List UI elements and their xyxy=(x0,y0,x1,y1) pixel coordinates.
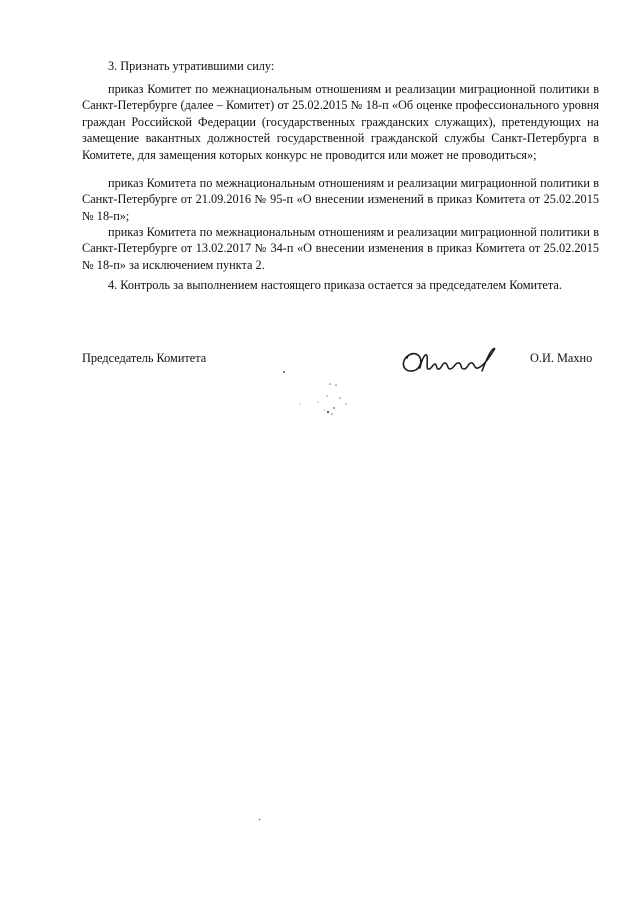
paragraph-order-95p: приказ Комитета по межнациональным отношениям и реализации миграционной политики в Санкт-Петербурге от 21.09.2016 № 95-п «О внесении изменений в приказ Комитета от 25.02.2015 № 18-п»; xyxy=(82,176,599,223)
paragraph-order-18p: приказ Комитет по межнациональным отношениям и реализации миграционной политики в Санкт-Петербурге (далее – Комитет) от 25.02.2015 № 18-п «Об оценке профессионального уровня граждан Российской Федерации (государственных гражданских служащих), претендующих на замещение вакантных должностей государственной гражданской службы Санкт-Петербурга в Комитете, для замещения которых конкурс не проводится или может не проводиться»; xyxy=(82,82,599,162)
faint-stamp-marks xyxy=(280,368,360,420)
stray-dot xyxy=(258,818,261,821)
section-4-control: 4. Контроль за выполнением настоящего приказа остается за председателем Комитета. xyxy=(108,278,562,292)
signatory-name: О.И. Махно xyxy=(530,351,593,365)
section-3-heading: 3. Признать утратившими силу: xyxy=(108,59,275,73)
handwritten-signature xyxy=(398,344,502,378)
paragraph-order-34p: приказ Комитета по межнациональным отношениям и реализации миграционной политики в Санкт-Петербурге от 13.02.2017 № 34-п «О внесении изменения в приказ Комитета от 25.02.2015 № 18-п» за исключением пункта 2. xyxy=(82,225,599,272)
signatory-title: Председатель Комитета xyxy=(82,351,207,365)
